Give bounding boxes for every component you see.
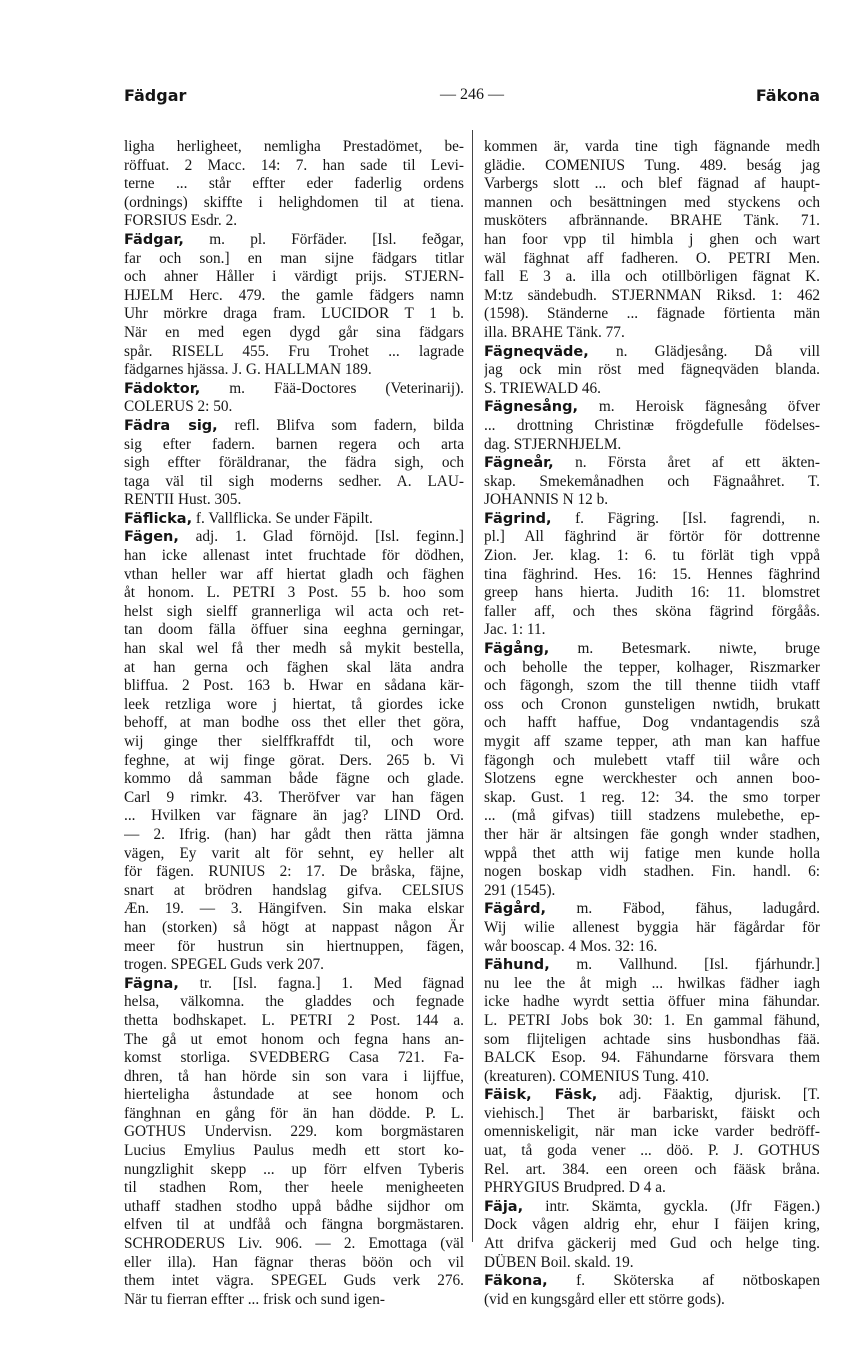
header-left-word: Fädgar [124,86,187,105]
text-line: Fädoktor, m. Fää-Doctores (Veterinarij). [124,379,464,397]
text-line: Carl 9 rimkr. 43. Theröfver var han fägen [124,788,464,806]
text-line: thetta bodhskapet. L. PETRI 2 Post. 144 a. [124,1011,464,1029]
running-header [124,86,820,112]
text-line: Fägen, adj. 1. Glad förnöjd. [Isl. feginn.] [124,528,464,546]
entry-headword: Fägneqväde, [484,343,589,360]
text-line: för fägen. RUNIUS 2: 17. De bråska, fäjne, [124,863,464,881]
entry-headword: Fädra sig, [124,417,218,434]
text-line: terne ... står effter eder faderlig ordens [124,175,464,193]
text-line: uthaff stadhen stodho uppå bådhe sijdhor om [124,1197,464,1215]
text-line: Fägård, m. Fäbod, fähus, ladugård. [484,900,820,918]
text-line: ... drottning Christinæ frögdefulle födelses- [484,416,820,434]
text-line: Dock vågen aldrig ehr, ehur I fäijen kring, [484,1216,820,1234]
text-line: far och son.] en man sijne fädgars titlar [124,249,464,267]
text-line: GOTHUS Undervisn. 229. kom borgmästaren [124,1123,464,1141]
text-line: FORSIUS Esdr. 2. [124,212,238,230]
text-line: ligha herligheet, nemligha Prestadömet, be- [124,138,464,155]
text-line: elfven til at undfåå och fängna borgmästaren. [124,1216,464,1234]
text-line: kommen är, varda tine tigh fägnande medh [484,138,820,155]
left-column [124,138,464,1309]
text-line: hierteligha åstundade at see honom och [124,1086,464,1104]
text-line: (ordnings) skiffte i helighdomen til at tiena. [124,193,464,211]
text-line: han icke allenast intet fruchtade för dödhen, [124,547,464,565]
text-line: Fägneqväde, n. Glädjesång. Då vill [484,342,820,360]
text-line: och beholle the tepper, kolhager, Riszmarker [484,658,820,676]
text-line: Fäkona, f. Sköterska af nötboskapen [484,1272,820,1290]
text-line: Zion. Jer. klag. 1: 6. tu förlät tigh vppå [484,547,820,565]
text-line: wäl fäghnat aff fadheren. O. PETRI Men. [484,249,820,267]
text-line: taga väl til sigh moderns sedher. A. LAU- [124,472,464,490]
entry-headword: Fägård, [484,901,547,918]
text-line: Æn. 19. — 3. Hängifven. Sin maka elskar [124,900,464,918]
text-line: PHRYGIUS Brudpred. D 4 a. [484,1179,666,1197]
text-line: wppå thet atth wij fatige men kunde holla [484,844,820,862]
text-line: När en med egen dygd går sina fädgars [124,323,464,341]
text-line: fädgarnes hjässa. J. G. HALLMAN 189. [124,361,372,379]
text-line: 291 (1545). [484,881,556,899]
text-line: ther här är altsingen fäe gongh wnder stadhen, [484,825,820,843]
text-line: komst storliga. SVEDBERG Casa 721. Fa- [124,1049,464,1067]
text-line: (1598). Ständerne ... fägnade förtienta män [484,305,820,323]
text-line: nu lee the åt migh ... hwilkas fädher iagh [484,974,820,992]
text-line: och hafft haffue, Dog vndantagendis szå [484,714,820,732]
text-line: mygit aff szame tepper, ath man kan haffue [484,733,820,750]
text-line: musköters afbrännande. BRAHE Tänk. 71. [484,212,820,230]
text-line: greep hans hierta. Judith 16: 11. blomstret [484,584,820,602]
text-line: och fägongh, szom the till thenne tiidh vtaff [484,677,820,695]
entry-headword: Fäisk, Fäsk, [484,1087,598,1104]
text-line: viehisch.] Thet är barbariskt, fäiskt och [484,1104,820,1122]
text-line: (kreaturen). COMENIUS Tung. 410. [484,1067,710,1085]
text-line: tina fäghrind. Hes. 16: 15. Hennes fäghrind [484,565,820,583]
text-line: dag. STJERNHJELM. [484,435,622,453]
text-line: feghne, at wij finge görat. Ders. 265 b. Vi [124,751,464,769]
text-line: sigh effter föräldranar, the fädra sigh, och [124,454,464,472]
text-line: uat, tå goda vener ... döö. P. J. GOTHUS [484,1142,820,1160]
text-line: helsa, välkomna. the gladdes och fegnade [124,993,464,1011]
text-line: Slotzens egne werckhester och annen boo- [484,770,820,788]
text-line: fänghnan en gång för än han dödde. P. L. [124,1104,464,1122]
text-line: När tu fierran effter ... frisk och sund igen- [124,1290,385,1308]
entry-headword: Fägrind, [484,510,552,527]
text-line: Wij wilie allenest byggia här fägårdar för [484,918,820,936]
text-line: M:tz sändebudh. STJERNMAN Riksd. 1: 462 [484,286,820,304]
text-line: wår booscap. 4 Mos. 32: 16. [484,937,658,955]
text-line: Fägnesång, m. Heroisk fägnesång öfver [484,398,820,416]
text-line: JOHANNIS N 12 b. [484,491,609,509]
text-line: wij ginge ther sielffkraffdt til, och wore [124,733,464,750]
text-line: omenniskeligit, när man icke varder bedröff- [484,1123,820,1141]
text-line: Varbergs slott ... och blef fägnad af haupt- [484,175,820,193]
text-line: Fäflicka, f. Vallflicka. Se under Fäpilt. [124,509,373,527]
text-line: Jac. 1: 11. [484,621,546,639]
text-line: han (storken) så högt at nappast någon Är [124,918,464,936]
text-line: vthan heller war aff hiertat gladh och fäghen [124,565,464,583]
text-line: som flijteligen achtade sins husbondhas fää. [484,1030,820,1048]
entry-headword: Fädgar, [124,231,184,248]
entry-headword: Fägneår, [484,455,554,472]
entry-headword: Fäflicka, [124,510,193,527]
text-line: eller illa). Han fägnar theras böön och vil [124,1253,464,1271]
text-line: nungzlighit skepp ... up förr elfven Tyberis [124,1160,464,1178]
text-line: leek retzliga wore j hiertat, tå giordes icke [124,695,464,713]
text-line: helst sigh sielff grannerliga wil acta och ret- [124,602,464,620]
text-line: meer för hustrun sin hiertnuppen, fägen, [124,937,464,955]
text-line: Fägång, m. Betesmark. niwte, bruge [484,640,820,658]
text-line: fägongh och mulebett vtaff tiil wåre och [484,751,820,769]
text-line: Att drifva gäckerij med Gud och helge ting. [484,1235,820,1253]
text-line: åt honom. L. PETRI 3 Post. 55 b. hoo som [124,584,464,602]
text-line: röffuat. 2 Macc. 14: 7. han sade til Levi- [124,156,464,174]
text-line: skap. Smekemånadhen och Fägnaåhret. T. [484,472,820,490]
text-line: them intet vägra. SPEGEL Guds verk 276. [124,1272,464,1290]
column-divider [472,130,473,1242]
text-line: Fägna, tr. [Isl. fagna.] 1. Med fägnad [124,974,464,992]
text-line: bliffua. 2 Post. 163 b. Hwar en sådana kär- [124,677,464,695]
text-line: Uhr mörkre draga fram. LUCIDOR T 1 b. [124,305,464,323]
text-line: ... Hvilken var fägnare än jag? LIND Ord. [124,807,464,825]
text-line: BALCK Esop. 94. Fähundarne försvara them [484,1049,820,1067]
text-line: kommo då samman både fägne och glade. [124,770,464,788]
text-line: (vid en kungsgård eller ett större gods). [484,1290,725,1308]
text-line: vägen, Ey varit alt för sehnt, ey heller alt [124,844,464,862]
text-line: Fäja, intr. Skämta, gyckla. (Jfr Fägen.) [484,1197,820,1215]
right-column [484,138,820,1309]
text-line: trogen. SPEGEL Guds verk 207. [124,956,324,974]
text-line: icke hadhe wyrdt settia öffuer mina fähundar. [484,993,820,1011]
text-line: Fägrind, f. Fägring. [Isl. fagrendi, n. [484,509,820,527]
text-line: HJELM Herc. 479. the gamle fädgers namn [124,286,464,304]
text-line: Fäisk, Fäsk, adj. Fäaktig, djurisk. [T. [484,1086,820,1104]
text-line: han foor vpp til himbla j ghen och wart [484,230,820,248]
entry-headword: Fägång, [484,641,550,658]
text-line: skap. Gust. 1 reg. 12: 34. the smo torper [484,788,820,806]
text-line: tan doom fälla öffuer sina eeghna gerningar, [124,621,464,639]
page-number: — 246 — [440,86,504,103]
text-line: Rel. art. 384. een oreen och fääsk bråna. [484,1160,820,1178]
text-line: DÜBEN Boil. skald. 19. [484,1253,634,1271]
text-line: behoff, at man bodhe oss thet eller thet göra, [124,714,464,732]
text-line: glädie. COMENIUS Tung. 489. beság jag [484,156,820,174]
text-line: Fähund, m. Vallhund. [Isl. fjárhundr.] [484,956,820,974]
text-line: S. TRIEWALD 46. [484,379,601,397]
text-line: L. PETRI Jobs bok 30: 1. En gammal fähund, [484,1011,820,1029]
text-line: och ahner Håller i värdigt prijs. STJERN- [124,268,464,286]
text-line: illa. BRAHE Tänk. 77. [484,323,625,341]
text-line: til stadhen Rom, ther heele menigheeten [124,1179,464,1197]
text-line: Lucius Emylius Paulus medh ett stort ko- [124,1142,464,1160]
entry-headword: Fägnesång, [484,399,579,416]
text-line: at han gerna och fäghen skal läta andra [124,658,464,676]
text-line: The gå ut emot honom och fegna hans an- [124,1030,464,1048]
text-line: COLERUS 2: 50. [124,398,233,416]
text-line: nogen boskap vidh stadhen. Fin. handl. 6: [484,863,820,881]
entry-headword: Fägna, [124,975,179,992]
text-line: — 2. Ifrig. (han) har gådt then rätta jämna [124,825,464,843]
text-line: sig efter fadern. barnen regera och arta [124,435,464,453]
text-line: Fädgar, m. pl. Förfäder. [Isl. feðgar, [124,230,464,248]
text-line: faller aff, och thes sköna fägrind förgåås. [484,602,820,620]
entry-headword: Fägen, [124,529,179,546]
text-line: spår. RISELL 455. Fru Trohet ... lagrade [124,342,464,360]
text-line: oss och Cronon gunsteligen nwtidh, brukatt [484,695,820,713]
entry-headword: Fäkona, [484,1273,548,1290]
text-line: dhren, tå han hörde sin son vara i lijffue, [124,1067,464,1085]
text-line: mannen och besättningen med styckens och [484,193,820,211]
entry-headword: Fäja, [484,1198,524,1215]
text-line: Fägneår, n. Första året af ett äkten- [484,454,820,472]
entry-headword: Fädoktor, [124,380,201,397]
text-line: snart at brödren handslag gifva. CELSIUS [124,881,464,899]
text-line: RENTII Hust. 305. [124,491,242,509]
text-line: SCHRODERUS Liv. 906. — 2. Emottaga (väl [124,1235,464,1253]
text-line: ... (må gifvas) tiill stadzens mulebethe, ep- [484,807,820,825]
header-right-word: Fäkona [755,86,820,105]
entry-headword: Fähund, [484,957,550,974]
text-line: Fädra sig, refl. Blifva som fadern, bilda [124,416,464,434]
text-line: jag ock min röst med fägneqväden blanda. [484,361,820,379]
text-line: fall E 3 a. illa och otillbörligen fägnat K. [484,268,820,286]
text-line: pl.] All fäghrind är förtör för dottrenne [484,528,820,546]
text-line: han skal wel få ther medh så mykit bestella, [124,640,464,658]
